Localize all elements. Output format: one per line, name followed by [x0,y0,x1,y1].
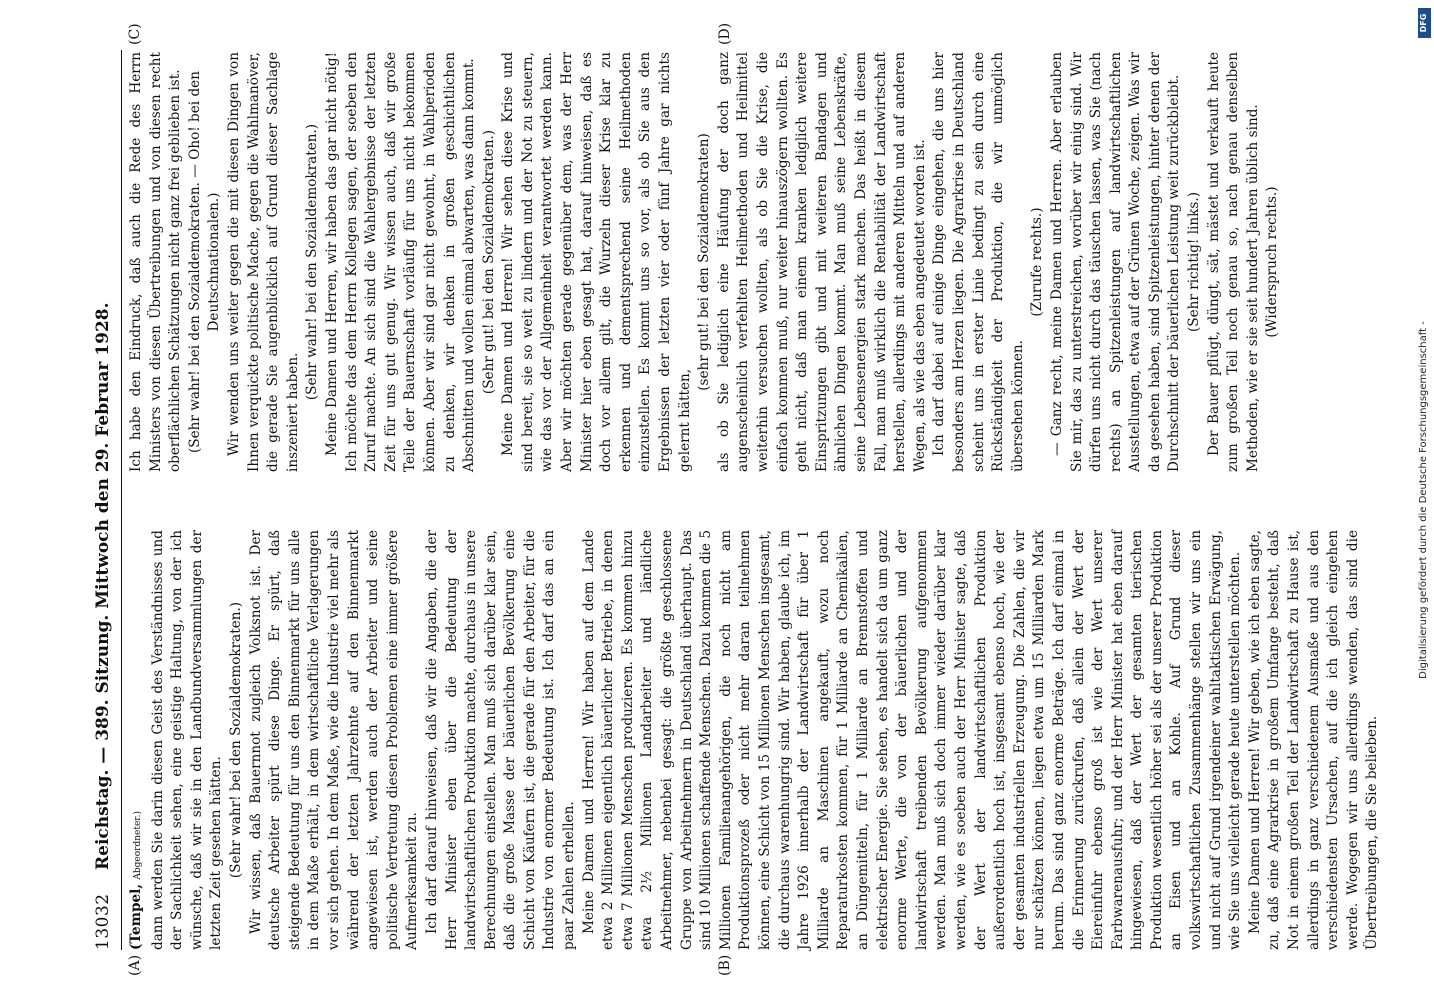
margin-marker-d: (D) [717,22,733,45]
paragraph: Meine Damen und Herren! Wir geben, wie ich eben sagte, zu, daß eine Agrarkrise in großem Umfange besteht, daß Not in einem großen Teil der Landwirtschaft zu Hause ist, allerdings in ganz verschiedenem Ausmaße und aus den verschiedensten Ursachen, auf die ich gleich eingehen werde. Wogegen wir uns allerdings wenden, das sind die Übertreibungen, die Sie belieben. [1246,530,1381,950]
interjection: (Sehr richtig! links.) [1186,191,1203,333]
interjection: (Widerspruch rechts.) [1264,186,1281,338]
paragraph: Wir wenden uns weiter gegen die mit diesen Dingen von Ihnen verquickte politische Mache, gegen die Wahlmanöver, die gerade Sie augenblicklich auf Grund dieser Sachlage inszeniert haben. [225,52,301,472]
paragraph: als ob Sie lediglich eine Häufung der doch ganz augenscheinlich verfehlten Heilmethoden und Heilmittel weiterhin versuchen wollten, als ob Sie die Krise, die einfach kommen muß, nur weiter hinauszögern wollten. Es geht nicht, daß man einem kranken lediglich weitere Einspritzungen gibt und mit weiteren Bandagen und ähnlichen Dingen kommt. Man muß seine Lebenskräfte, seine Lebensenergien stark machen. Das heißt in diesem Fall, man muß wirklich die Rentabilität der Landwirtschaft herstellen, allerdings mit anderen Mitteln und auf anderen Wegen, als wie das eben angedeutet worden ist. [715,52,928,472]
paragraph: Meine Damen und Herren! Wir haben auf dem Lande etwa 2 Millionen eigentlich bäuerlicher Betriebe, in denen etwa 7 Millionen Menschen produzieren. Es kommen hinzu etwa 2½ Millionen Landarbeiter und ländliche Arbeitnehmer, nebenbei gesagt: die größte geschlossene Gruppe von Arbeitnehmern in Deutschland überhaupt. Das sind 10 Millionen schaffende Menschen. Dazu kommen die 5 Millionen Familienangehörigen, die noch nicht am Produktionsprozeß oder nicht mehr daran teilnehmen können, eine Schicht von 15 Millionen Menschen insgesamt, die durchaus warenhungrig sind. Wir haben, glaube ich, im Jahre 1926 innerhalb der Landwirtschaft für über 1 Milliarde an Maschinen angekauft, wozu noch Reparaturkosten kommen, für 1 Milliarde an Chemikalien, an Düngemitteln, für 1 Milliarde an Brennstoffen und elektrischer Energie. Sie sehen, es handelt sich da um ganz enorme Werte, die von der bäuerlichen und der landwirtschaft treibenden Bevölkerung aufgenommen werden. Man muß sich doch immer wieder darüber klar werden, wie es soeben auch der Herr Minister sagte, daß der Wert der landwirtschaftlichen Produktion außerordentlich hoch ist, insgesamt ebenso hoch, wie der der gesamten industriellen Erzeugung. Die Zahlen, die wir nur schätzen können, liegen etwa um 15 Milliarden Mark herum. Das sind ganz enorme Beträge. Ich darf einmal in die Erinnerung zurückrufen, daß allein der Wert der Eiereinfuhr ebenso groß ist wie der Wert unserer Farbwarenausfuhr; und der Herr Minister hat eben darauf hingewiesen, daß der Wert der gesamten tierischen Produktion wesentlich höher sei als der unserer Produktion an Eisen und an Kohle. Auf Grund dieser volkswirtschaftlichen Zusammenhänge stellen wir uns ein und nicht auf Grund irgendeiner wahltaktischen Erwägung, wie Sie uns vielleicht gerade heute unterstellen möchten. [580,530,1244,950]
paragraph: Der Bauer pflügt, düngt, sät, mästet und verkauft heute zum großen Teil noch genau so, nach genau denselben Methoden, wie er sie seit hundert Jahren üblich sind. [1205,52,1261,472]
paragraph: Wir wissen, daß Bauernnot zugleich Volksnot ist. Der deutsche Arbeiter spürt diese Dinge. Er spürt, daß steigende Bedeutung für uns den Binnenmarkt für uns alle in dem Maße erhält, in dem wirtschaftliche Verlagerungen vor sich gehen. In dem Maße, wie die Industrie viel mehr als während der letzten Jahrzehnte auf den Binnenmarkt angewiesen ist, werden auch der Arbeiter und seine politische Vertretung diesen Problemen eine immer größere Aufmerksamkeit zu. [247,530,421,950]
dfg-logo-text: DFG [1419,13,1428,33]
page-header [87,50,122,950]
speaker-role: Abgeordneter.) [133,811,143,880]
rotated-page-content [87,22,1381,976]
paragraph: Ich habe den Eindruck, daß auch die Rede des Herrn Ministers von diesen Übertreibungen und von diesen recht oberflächlichen Schätzungen nicht ganz frei geblieben ist. [128,52,184,472]
margin-marker-b: (B) [717,954,733,976]
dfg-logo [1418,8,1431,38]
digitization-sidebar [1417,8,1431,992]
interjection: (Sehr wahr! bei den Sozialdemokraten. — Oho! bei den Deutschnationalen.) [186,71,223,453]
interjection: (Zurufe rechts.) [1029,207,1046,317]
page-title: Reichstag. — 389. Sitzung. Mittwoch den 29. Februar 1928. [93,302,113,870]
margin-marker-a: (A) [127,954,143,976]
paragraph: Meine Damen und Herren! Wir sehen diese Krise und sind bereit, sie so weit zu lindern und der Not zu steuern, wie das vor der Allgemeinheit verantwortet werden kann. Aber wir möchten gerade gegenüber dem, was der Herr Minister hier eben gesagt hat, darauf hinweisen, daß es doch vor allem gilt, die Wurzeln dieser Krise klar zu erkennen und dementsprechend seine Heilmethoden einzustellen. Es kommt uns so vor, als ob Sie aus den Ergebnissen der letzten vier oder fünf Jahre gar nichts gelernt hätten, [500,52,693,472]
paragraph: Ich darf darauf hinweisen, daß wir die Angaben, die der Herr Minister eben über die Bedeutung der landwirtschaftlichen Produktion machte, durchaus in unsere Berechnungen einstellen. Man muß sich darüber klar sein, daß die große Masse der bäuerlichen Bevölkerung eine Schicht von Käufern ist, die gerade für den Arbeiter, für die Industrie von enormer Bedeutung ist. Ich darf das an ein paar Zahlen erhellen. [423,530,578,950]
paragraph: Ich darf dabei auf einige Dinge eingehen, die uns hier besonders am Herzen liegen. Die Agrarkrise in Deutschland scheint uns in erster Linie bedingt zu sein durch eine Rückständigkeit der Produktion, die wir unmöglich übersehen können. [931,52,1026,472]
right-column [127,52,1327,472]
paragraph: — Ganz recht, meine Damen und Herren. Aber erlauben Sie mir, das zu unterstreichen, worüber wir einig sind. Wir dürfen uns nicht durch das täuschen lassen, was Sie (nach rechts) an Spitzenleistungen auf landwirtschaftlichen Ausstellungen, etwa auf der Grünen Woche, zeigen. Was wir da gesehen haben, sind Spitzenleistungen, hinter denen der Durchschnitt der bäuerlichen Leistung weit zurückbleibt. [1048,52,1183,472]
digitization-note: Digitalisierung gefördert durch die Deutsche Forschungsgemeinschaft - [1418,321,1429,679]
left-column [127,530,1381,950]
paragraph: dann werden Sie darin diesen Geist des Verständnisses und der Sachlichkeit sehen, eine geistige Haltung, von der ich wünsche, daß wir sie in den Landbundversammlungen der letzten Zeit gesehen hätten. [149,530,225,950]
margin-marker-c: (C) [127,23,143,45]
speaker-line [127,530,149,950]
interjection: (Sehr wahr! bei den Sozialdemokraten.) [227,601,244,879]
interjection: (Sehr wahr! bei den Sozialdemokraten.) [304,123,321,401]
interjection: (sehr gut! bei den Sozialdemokraten) [696,133,713,391]
interjection: (Sehr gut! bei den Sozialdemokraten.) [480,129,497,395]
page-number: 13032 [93,893,113,950]
paragraph: Meine Damen und Herren, wir haben das gar nicht nötig! Ich möchte das dem Herrn Kollegen sagen, der soeben den Zuruf machte. An sich sind die Wahlergebnisse der letzten Zeit für uns gut genug. Wir wissen auch, daß wir große Teile der Bauernschaft vorläufig für uns nicht bekommen können. Aber wir sind gar nicht gewohnt, in Wahlperioden zu denken, wir denken in großen geschichtlichen Abschnitten und wollen einmal abwarten, was dann kommt. [323,52,478,472]
speaker-name: (Tempel, [128,883,144,950]
